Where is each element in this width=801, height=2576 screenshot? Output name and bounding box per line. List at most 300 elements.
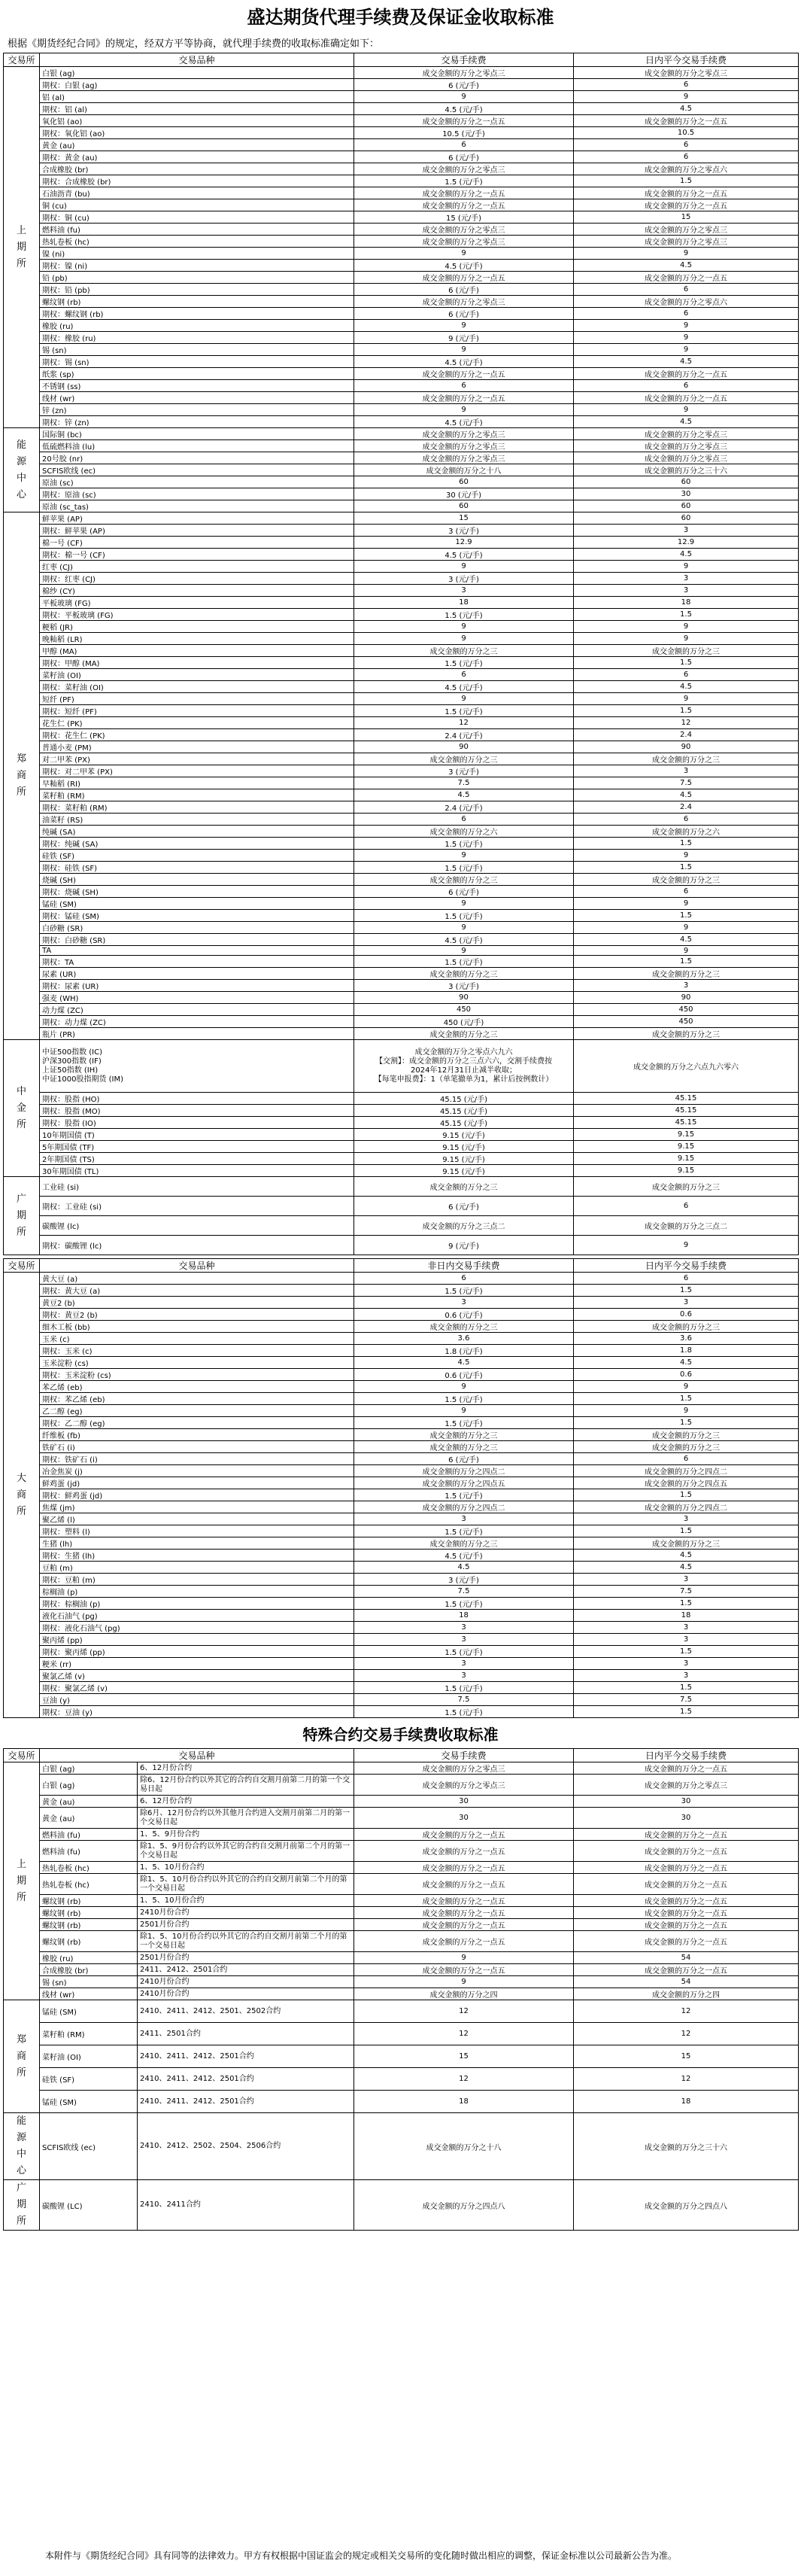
table-row bbox=[4, 1562, 799, 1574]
product-name: 期权：液化石油气 (pg) bbox=[40, 1622, 354, 1634]
intraday-fee-value: 4.5 bbox=[574, 789, 799, 801]
fee-value: 成交金额的万分之零点三 bbox=[354, 1775, 574, 1796]
product-name: 2年期国债 (TS) bbox=[40, 1153, 354, 1165]
dce-header-fee: 非日内交易手续费 bbox=[354, 1259, 574, 1273]
table-row bbox=[4, 669, 799, 681]
contract-scope: 除1、5、10月份合约以外其它的合约自交割月前第二个月的第一个交易日起 bbox=[138, 1874, 354, 1895]
table-row bbox=[4, 1907, 799, 1919]
fee-value: 成交金额的万分之零点三 bbox=[354, 296, 574, 308]
fee-value: 成交金额的万分之六 bbox=[354, 826, 574, 838]
intraday-fee-value: 15 bbox=[574, 2045, 799, 2068]
fee-value: 0.6 (元/手) bbox=[354, 1309, 574, 1321]
table-row bbox=[4, 1862, 799, 1874]
intraday-fee-value: 成交金额的万分之三 bbox=[574, 1321, 799, 1333]
intraday-fee-value: 3 bbox=[574, 525, 799, 537]
product-name: 中证500指数 (IC) 沪深300指数 (IF) 上证50指数 (IH) 中证1000股指期货 (IM) bbox=[40, 1040, 354, 1093]
product-name: 期权：氧化铝 (ao) bbox=[40, 127, 354, 139]
table-row bbox=[4, 1931, 799, 1952]
fee-value: 12 bbox=[354, 2068, 574, 2091]
intraday-fee-value: 9 bbox=[574, 1236, 799, 1255]
table-row bbox=[4, 633, 799, 645]
intraday-fee-value: 9 bbox=[574, 561, 799, 573]
intraday-fee-value: 成交金额的万分之四点五 bbox=[574, 1477, 799, 1489]
fee-value: 7.5 bbox=[354, 1694, 574, 1706]
special-header-product: 交易品种 bbox=[40, 1749, 354, 1762]
product-name: 铁矿石 (i) bbox=[40, 1441, 354, 1453]
page-title: 盛达期货代理手续费及保证金收取标准 bbox=[247, 6, 554, 28]
fee-value: 9 bbox=[354, 693, 574, 705]
product-name: 白银 (ag) bbox=[40, 67, 354, 79]
fee-value: 450 (元/手) bbox=[354, 1016, 574, 1028]
table-row bbox=[4, 1610, 799, 1622]
fee-value: 30 (元/手) bbox=[354, 488, 574, 500]
table-row bbox=[4, 1489, 799, 1501]
table-row bbox=[4, 1141, 799, 1153]
fee-value: 1.5 (元/手) bbox=[354, 1682, 574, 1694]
product-name: 白银 (ag) bbox=[40, 1762, 138, 1775]
special-header-exchange: 交易所 bbox=[4, 1749, 40, 1762]
table-row bbox=[4, 789, 799, 801]
table-row bbox=[4, 693, 799, 705]
fee-value: 6 bbox=[354, 814, 574, 826]
product-name: 对二甲苯 (PX) bbox=[40, 753, 354, 765]
intraday-fee-value: 1.5 bbox=[574, 705, 799, 717]
table-row bbox=[4, 886, 799, 898]
table-row bbox=[4, 1895, 799, 1907]
product-name: 强麦 (WH) bbox=[40, 992, 354, 1004]
intraday-fee-value: 4.5 bbox=[574, 1562, 799, 1574]
product-name: 螺纹钢 (rb) bbox=[40, 1931, 138, 1952]
fee-value: 3 bbox=[354, 1658, 574, 1670]
table-row bbox=[4, 1273, 799, 1285]
fee-value: 6 (元/手) bbox=[354, 1197, 574, 1216]
fee-value: 7.5 bbox=[354, 1586, 574, 1598]
intraday-fee-value: 3 bbox=[574, 573, 799, 585]
product-name: 焦煤 (jm) bbox=[40, 1501, 354, 1513]
product-name: 粳稻 (JR) bbox=[40, 621, 354, 633]
fee-value: 60 bbox=[354, 476, 574, 488]
product-name: 锰硅 (SM) bbox=[40, 2091, 138, 2113]
intraday-fee-value: 4.5 bbox=[574, 356, 799, 368]
table-row bbox=[4, 1197, 799, 1216]
fee-value: 成交金额的万分之三 bbox=[354, 874, 574, 886]
exchange-name: 广期所 bbox=[4, 1177, 40, 1255]
fee-value: 18 bbox=[354, 2091, 574, 2113]
intraday-fee-value: 9 bbox=[574, 248, 799, 260]
fee-value: 9 bbox=[354, 946, 574, 956]
table-row bbox=[4, 705, 799, 717]
table-row bbox=[4, 1441, 799, 1453]
intraday-fee-value: 9 bbox=[574, 320, 799, 332]
contract-scope: 除6月、12月份合约以外其他月合约进入交割月前第二月的第一个交易日起 bbox=[138, 1808, 354, 1829]
contract-scope: 除1、5、10月份合约以外其它的合约自交割月前第二个月的第一个交易日起 bbox=[138, 1931, 354, 1952]
table-row bbox=[4, 67, 799, 79]
fee-value: 3.6 bbox=[354, 1333, 574, 1345]
product-name: 期权：玉米 (c) bbox=[40, 1345, 354, 1357]
product-name: 期权：红枣 (CJ) bbox=[40, 573, 354, 585]
product-name: 锡 (sn) bbox=[40, 344, 354, 356]
intraday-fee-value: 6 bbox=[574, 814, 799, 826]
fee-value: 成交金额的万分之一点五 bbox=[354, 392, 574, 404]
table-row bbox=[4, 1417, 799, 1429]
table-row bbox=[4, 1465, 799, 1477]
fee-value: 4.5 (元/手) bbox=[354, 356, 574, 368]
intraday-fee-value: 9 bbox=[574, 633, 799, 645]
product-name: 期权：花生仁 (PK) bbox=[40, 729, 354, 741]
table-row bbox=[4, 2091, 799, 2113]
intraday-fee-value: 成交金额的万分之一点五 bbox=[574, 1841, 799, 1862]
intraday-fee-value: 成交金额的万分之四点二 bbox=[574, 1465, 799, 1477]
table-row bbox=[4, 1964, 799, 1976]
table-row bbox=[4, 525, 799, 537]
product-name: 细木工板 (bb) bbox=[40, 1321, 354, 1333]
fee-value: 成交金额的万分之一点五 bbox=[354, 1841, 574, 1862]
intraday-fee-value: 12 bbox=[574, 717, 799, 729]
fee-value: 9 bbox=[354, 320, 574, 332]
fee-value: 1.5 (元/手) bbox=[354, 838, 574, 850]
fee-value: 1.5 (元/手) bbox=[354, 956, 574, 968]
product-name: 期权：白银 (ag) bbox=[40, 79, 354, 91]
table-row bbox=[4, 1216, 799, 1236]
fee-value: 3 (元/手) bbox=[354, 525, 574, 537]
fee-value: 9 bbox=[354, 91, 574, 103]
product-name: 铜 (cu) bbox=[40, 199, 354, 211]
table-row bbox=[4, 199, 799, 211]
exchange-name: 郑商所 bbox=[4, 512, 40, 1040]
fee-value: 9.15 (元/手) bbox=[354, 1153, 574, 1165]
fee-value: 4.5 (元/手) bbox=[354, 260, 574, 272]
exchange-name: 上期所 bbox=[4, 67, 40, 428]
intraday-fee-value: 1.5 bbox=[574, 1285, 799, 1297]
product-name: 燃料油 (fu) bbox=[40, 224, 354, 236]
product-name: 燃料油 (fu) bbox=[40, 1829, 138, 1841]
product-name: 黄金 (au) bbox=[40, 139, 354, 151]
intraday-fee-value: 1.5 bbox=[574, 1682, 799, 1694]
fee-value: 3 bbox=[354, 1634, 574, 1646]
intraday-fee-value: 6 bbox=[574, 139, 799, 151]
product-name: 期权：苯乙烯 (eb) bbox=[40, 1393, 354, 1405]
table-row bbox=[4, 573, 799, 585]
fee-value: 1.5 (元/手) bbox=[354, 910, 574, 922]
fee-value: 3 bbox=[354, 1670, 574, 1682]
intraday-fee-value: 9 bbox=[574, 850, 799, 862]
table-row bbox=[4, 512, 799, 525]
table-row bbox=[4, 956, 799, 968]
product-name: 线材 (wr) bbox=[40, 1988, 138, 2000]
intraday-fee-value: 9 bbox=[574, 1405, 799, 1417]
fee-value: 2.4 (元/手) bbox=[354, 801, 574, 814]
table-row bbox=[4, 561, 799, 573]
table-row bbox=[4, 1622, 799, 1634]
intraday-fee-value: 9 bbox=[574, 693, 799, 705]
fee-value: 9.15 (元/手) bbox=[354, 1129, 574, 1141]
intraday-fee-value: 4.5 bbox=[574, 260, 799, 272]
product-name: 期权：锡 (sn) bbox=[40, 356, 354, 368]
product-name: 期权：铅 (pb) bbox=[40, 284, 354, 296]
product-name: 期权：铜 (cu) bbox=[40, 211, 354, 224]
table-row bbox=[4, 910, 799, 922]
table-row bbox=[4, 1297, 799, 1309]
intraday-fee-value: 450 bbox=[574, 1016, 799, 1028]
fee-value: 12.9 bbox=[354, 537, 574, 549]
table-row bbox=[4, 1598, 799, 1610]
contract-scope: 2410、2411、2412、2501合约 bbox=[138, 2091, 354, 2113]
fee-value: 成交金额的万分之三 bbox=[354, 1028, 574, 1040]
table-row bbox=[4, 1004, 799, 1016]
table-row bbox=[4, 139, 799, 151]
fee-value: 成交金额的万分之三 bbox=[354, 645, 574, 657]
intraday-fee-value: 3 bbox=[574, 1297, 799, 1309]
table-row bbox=[4, 175, 799, 187]
fee-value: 90 bbox=[354, 741, 574, 753]
product-name: 棉一号 (CF) bbox=[40, 537, 354, 549]
product-name: 10年期国债 (T) bbox=[40, 1129, 354, 1141]
table-row bbox=[4, 103, 799, 115]
table-row bbox=[4, 1429, 799, 1441]
fee-value: 12 bbox=[354, 2023, 574, 2045]
product-name: 期权：白砂糖 (SR) bbox=[40, 934, 354, 946]
product-name: 不锈钢 (ss) bbox=[40, 380, 354, 392]
product-name: TA bbox=[40, 946, 354, 956]
product-name: 期权：锰硅 (SM) bbox=[40, 910, 354, 922]
fee-value: 9 bbox=[354, 1952, 574, 1964]
fee-value: 成交金额的万分之一点五 bbox=[354, 368, 574, 380]
table-row bbox=[4, 163, 799, 175]
table-row bbox=[4, 980, 799, 992]
fee-value: 1.5 (元/手) bbox=[354, 1393, 574, 1405]
fee-value: 1.5 (元/手) bbox=[354, 705, 574, 717]
fee-value: 成交金额的万分之三 bbox=[354, 1429, 574, 1441]
table-row bbox=[4, 1537, 799, 1550]
product-name: 期权：棉一号 (CF) bbox=[40, 549, 354, 561]
table-row bbox=[4, 1129, 799, 1141]
special-fee-table bbox=[3, 1748, 799, 2231]
fee-value: 1.5 (元/手) bbox=[354, 1706, 574, 1718]
fee-value: 9 bbox=[354, 561, 574, 573]
intraday-fee-value: 成交金额的万分之三 bbox=[574, 1441, 799, 1453]
product-name: 20号胶 (nr) bbox=[40, 452, 354, 464]
fee-value: 成交金额的万分之一点五 bbox=[354, 1895, 574, 1907]
table-row bbox=[4, 1829, 799, 1841]
product-name: 热轧卷板 (hc) bbox=[40, 236, 354, 248]
intro-text: 根据《期货经纪合同》的规定，经双方平等协商，就代理手续费的收取标准确定如下： bbox=[8, 38, 380, 50]
table-row bbox=[4, 500, 799, 512]
product-name: 短纤 (PF) bbox=[40, 693, 354, 705]
intraday-fee-value: 12 bbox=[574, 2023, 799, 2045]
table-row bbox=[4, 549, 799, 561]
fee-value: 1.5 (元/手) bbox=[354, 862, 574, 874]
intraday-fee-value: 成交金额的万分之一点五 bbox=[574, 1895, 799, 1907]
table-row bbox=[4, 537, 799, 549]
product-name: 期权：生猪 (lh) bbox=[40, 1550, 354, 1562]
fee-value: 成交金额的万分之四 bbox=[354, 1988, 574, 2000]
intraday-fee-value: 30 bbox=[574, 1796, 799, 1808]
fee-value: 成交金额的万分之一点五 bbox=[354, 1907, 574, 1919]
intraday-fee-value: 45.15 bbox=[574, 1105, 799, 1117]
product-name: 期权：平板玻璃 (FG) bbox=[40, 609, 354, 621]
product-name: 螺纹钢 (rb) bbox=[40, 1907, 138, 1919]
product-name: 豆粕 (m) bbox=[40, 1562, 354, 1574]
intraday-fee-value: 9 bbox=[574, 898, 799, 910]
product-name: 螺纹钢 (rb) bbox=[40, 296, 354, 308]
intraday-fee-value: 成交金额的万分之四点八 bbox=[574, 2180, 799, 2231]
intraday-fee-value: 3 bbox=[574, 1574, 799, 1586]
product-name: 期权：镍 (ni) bbox=[40, 260, 354, 272]
exchange-name: 能源中心 bbox=[4, 428, 40, 512]
exchange-name: 郑商所 bbox=[4, 2000, 40, 2113]
table-row bbox=[4, 1501, 799, 1513]
intraday-fee-value: 6 bbox=[574, 886, 799, 898]
fee-value: 成交金额的万分之四点二 bbox=[354, 1465, 574, 1477]
fee-value: 成交金额的万分之十八 bbox=[354, 2113, 574, 2180]
fee-value: 6 bbox=[354, 380, 574, 392]
product-name: 期权：股指 (MO) bbox=[40, 1105, 354, 1117]
product-name: 期权：菜籽粕 (RM) bbox=[40, 801, 354, 814]
product-name: 期权：聚氯乙烯 (v) bbox=[40, 1682, 354, 1694]
product-name: SCFIS欧线 (ec) bbox=[40, 464, 354, 476]
intraday-fee-value: 成交金额的万分之一点五 bbox=[574, 392, 799, 404]
table-row bbox=[4, 862, 799, 874]
product-name: 30年期国债 (TL) bbox=[40, 1165, 354, 1177]
table-row bbox=[4, 1357, 799, 1369]
table-row bbox=[4, 741, 799, 753]
table-row bbox=[4, 1952, 799, 1964]
product-name: 黄大豆 (a) bbox=[40, 1273, 354, 1285]
product-name: 合成橡胶 (br) bbox=[40, 163, 354, 175]
fee-value: 1.5 (元/手) bbox=[354, 1489, 574, 1501]
intraday-fee-value: 成交金额的万分之三十六 bbox=[574, 464, 799, 476]
fee-value: 6 (元/手) bbox=[354, 308, 574, 320]
intraday-fee-value: 7.5 bbox=[574, 1586, 799, 1598]
exchange-name: 中金所 bbox=[4, 1040, 40, 1177]
product-name: 锰硅 (SM) bbox=[40, 2000, 138, 2023]
product-name: 乙二醇 (eg) bbox=[40, 1405, 354, 1417]
contract-scope: 除1、5、9月份合约以外其它的合约自交割月前第二个月的第一个交易日起 bbox=[138, 1841, 354, 1862]
special-header-fee: 交易手续费 bbox=[354, 1749, 574, 1762]
fee-value: 12 bbox=[354, 717, 574, 729]
intraday-fee-value: 4.5 bbox=[574, 416, 799, 428]
intraday-fee-value: 成交金额的万分之一点五 bbox=[574, 187, 799, 199]
product-name: 5年期国债 (TF) bbox=[40, 1141, 354, 1153]
fee-value: 成交金额的万分之一点五 bbox=[354, 272, 574, 284]
contract-scope: 1、5、10月份合约 bbox=[138, 1862, 354, 1874]
fee-value: 4.5 (元/手) bbox=[354, 681, 574, 693]
fee-value: 1.5 (元/手) bbox=[354, 1525, 574, 1537]
intraday-fee-value: 3.6 bbox=[574, 1333, 799, 1345]
fee-value: 成交金额的万分之一点五 bbox=[354, 1964, 574, 1976]
fee-value: 成交金额的万分之一点五 bbox=[354, 199, 574, 211]
table-row bbox=[4, 2045, 799, 2068]
fee-value: 60 bbox=[354, 500, 574, 512]
intraday-fee-value: 1.5 bbox=[574, 175, 799, 187]
contract-scope: 2501月份合约 bbox=[138, 1919, 354, 1931]
table-row bbox=[4, 645, 799, 657]
product-name: 玉米淀粉 (cs) bbox=[40, 1357, 354, 1369]
table-row bbox=[4, 2180, 799, 2231]
intraday-fee-value: 6 bbox=[574, 1197, 799, 1216]
fee-value: 成交金额的万分之零点六九六 【交割】：成交金额的万分之三点六六，交割手续费按 2024年12月31日止减半收取； 【每笔申报费】：1（单笔撤单为1，累计后按例数计） bbox=[354, 1040, 574, 1093]
table-row bbox=[4, 2000, 799, 2023]
fee-value: 成交金额的万分之零点三 bbox=[354, 236, 574, 248]
fee-value: 成交金额的万分之零点三 bbox=[354, 440, 574, 452]
product-name: 粳米 (rr) bbox=[40, 1658, 354, 1670]
contract-scope: 2410月份合约 bbox=[138, 1988, 354, 2000]
table-row bbox=[4, 838, 799, 850]
intraday-fee-value: 18 bbox=[574, 1610, 799, 1622]
product-name: 国际铜 (bc) bbox=[40, 428, 354, 440]
header-exchange: 交易所 bbox=[4, 53, 40, 67]
dce-header-product: 交易品种 bbox=[40, 1259, 354, 1273]
intraday-fee-value: 1.5 bbox=[574, 910, 799, 922]
intraday-fee-value: 9.15 bbox=[574, 1129, 799, 1141]
intraday-fee-value: 54 bbox=[574, 1976, 799, 1988]
intraday-fee-value: 成交金额的万分之三十六 bbox=[574, 2113, 799, 2180]
intraday-fee-value: 18 bbox=[574, 597, 799, 609]
contract-scope: 2411、2501合约 bbox=[138, 2023, 354, 2045]
table-row bbox=[4, 1841, 799, 1862]
intraday-fee-value: 6 bbox=[574, 380, 799, 392]
dce-fee-table bbox=[3, 1258, 799, 1718]
product-name: 晚籼稻 (LR) bbox=[40, 633, 354, 645]
fee-value: 12 bbox=[354, 2000, 574, 2023]
intraday-fee-value: 成交金额的万分之三 bbox=[574, 1537, 799, 1550]
intraday-fee-value: 1.5 bbox=[574, 1646, 799, 1658]
product-name: 原油 (sc) bbox=[40, 476, 354, 488]
intraday-fee-value: 成交金额的万分之一点五 bbox=[574, 1919, 799, 1931]
table-row bbox=[4, 968, 799, 980]
intraday-fee-value: 成交金额的万分之三点二 bbox=[574, 1216, 799, 1236]
product-name: 期权：乙二醇 (eg) bbox=[40, 1417, 354, 1429]
intraday-fee-value: 成交金额的万分之六 bbox=[574, 826, 799, 838]
fee-value: 4.5 bbox=[354, 789, 574, 801]
intraday-fee-value: 成交金额的万分之三 bbox=[574, 1177, 799, 1197]
fee-value: 9 bbox=[354, 248, 574, 260]
fee-value: 4.5 bbox=[354, 1357, 574, 1369]
table-row bbox=[4, 428, 799, 440]
intraday-fee-value: 1.5 bbox=[574, 1489, 799, 1501]
fee-value: 45.15 (元/手) bbox=[354, 1117, 574, 1129]
intraday-fee-value: 60 bbox=[574, 476, 799, 488]
fee-value: 9 bbox=[354, 404, 574, 416]
table-row bbox=[4, 1775, 799, 1796]
intraday-fee-value: 成交金额的万分之四 bbox=[574, 1988, 799, 2000]
table-row bbox=[4, 1177, 799, 1197]
intraday-fee-value: 0.6 bbox=[574, 1309, 799, 1321]
fee-value: 45.15 (元/手) bbox=[354, 1105, 574, 1117]
header-product: 交易品种 bbox=[40, 53, 354, 67]
table-row bbox=[4, 1586, 799, 1598]
fee-value: 成交金额的万分之零点三 bbox=[354, 452, 574, 464]
table-row bbox=[4, 1309, 799, 1321]
table-row bbox=[4, 260, 799, 272]
intraday-fee-value: 12.9 bbox=[574, 537, 799, 549]
intraday-fee-value: 7.5 bbox=[574, 1694, 799, 1706]
table-row bbox=[4, 224, 799, 236]
intraday-fee-value: 1.5 bbox=[574, 1525, 799, 1537]
dce-header-intraday-fee: 日内平今交易手续费 bbox=[574, 1259, 799, 1273]
fee-value: 9.15 (元/手) bbox=[354, 1141, 574, 1153]
intraday-fee-value: 45.15 bbox=[574, 1117, 799, 1129]
fee-value: 成交金额的万分之三点二 bbox=[354, 1216, 574, 1236]
contract-scope: 2410、2411、2412、2501合约 bbox=[138, 2068, 354, 2091]
contract-scope: 2410月份合约 bbox=[138, 1907, 354, 1919]
fee-value: 9 (元/手) bbox=[354, 1236, 574, 1255]
product-name: 期权：股指 (IO) bbox=[40, 1117, 354, 1129]
fee-value: 9 bbox=[354, 344, 574, 356]
product-name: 低硫燃料油 (lu) bbox=[40, 440, 354, 452]
intraday-fee-value: 6 bbox=[574, 79, 799, 91]
table-row bbox=[4, 1919, 799, 1931]
